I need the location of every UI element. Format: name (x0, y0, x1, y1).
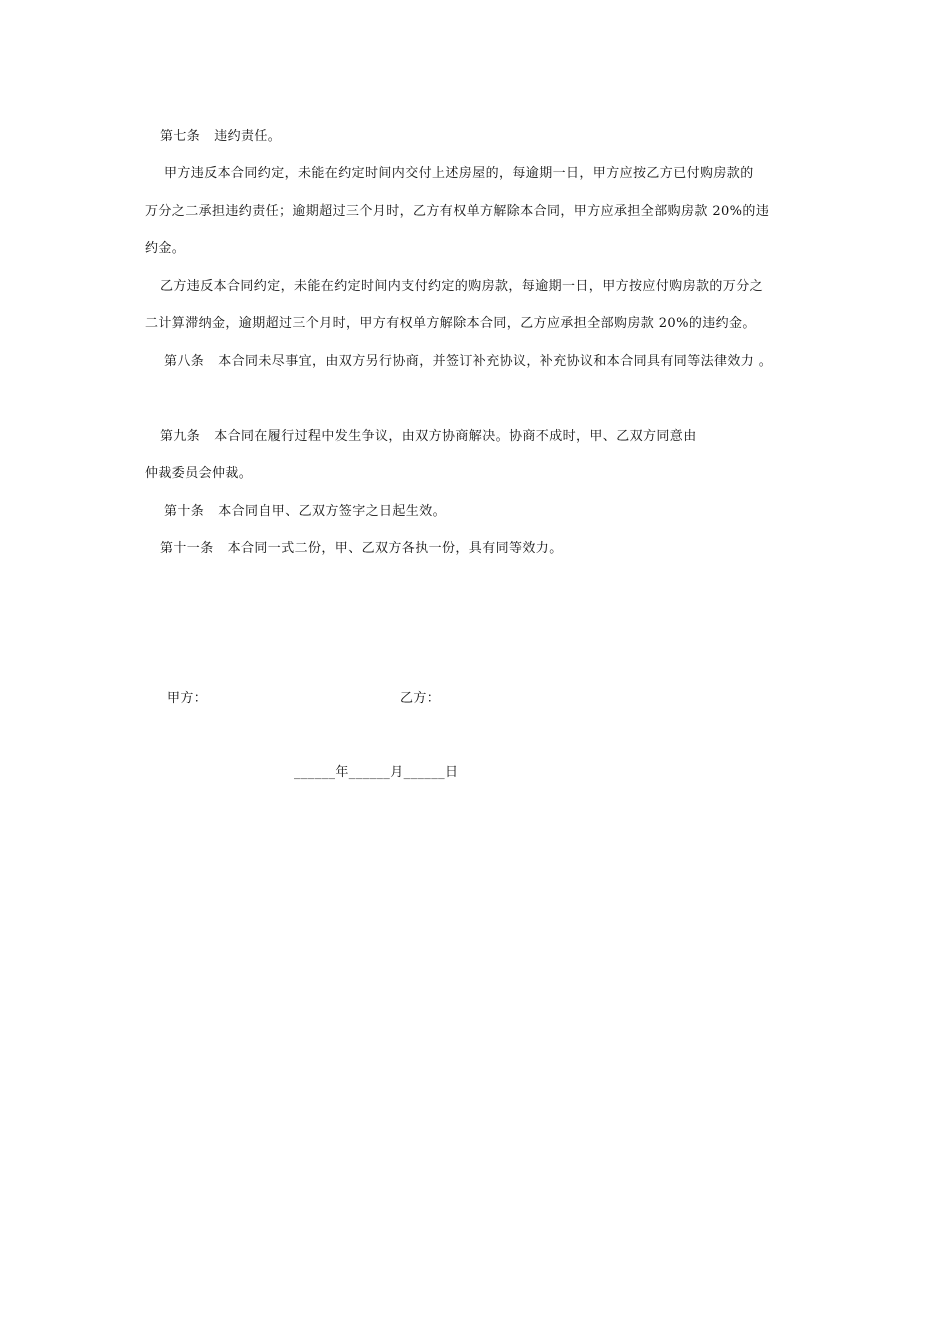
article10-heading: 第十条 (164, 504, 205, 519)
article7-para1-line2: 万分之二承担违约责任；逾期超过三个月时，乙方有权单方解除本合同，甲方应承担全部购房款 20%的违 (145, 204, 770, 219)
article7-heading-line (160, 128, 281, 146)
party-a-signature-label: 甲方： (167, 691, 208, 706)
party-b-signature-label: 乙方： (400, 691, 441, 706)
article7-para2-line2: 二计算滞纳金，逾期超过三个月时，甲方有权单方解除本合同，乙方应承担全部购房款 20%的违约金。 (145, 316, 756, 331)
article11-heading: 第十一条 (160, 541, 214, 556)
article11-line (160, 540, 563, 558)
article9-line1 (160, 428, 697, 446)
article10-text: 本合同自甲、乙双方签字之日起生效。 (218, 504, 447, 519)
article7-heading: 第七条 (160, 129, 201, 144)
article7-para2-line1: 乙方违反本合同约定，未能在约定时间内支付约定的购房款，每逾期一日，甲方按应付购房款的万分之 (160, 279, 764, 294)
article8-line (164, 353, 772, 371)
article8-text: 本合同未尽事宜，由双方另行协商，并签订补充协议，补充协议和本合同具有同等法律效力 。 (218, 354, 773, 369)
article10-line (164, 503, 446, 521)
article8-heading: 第八条 (164, 354, 205, 369)
article7-para1-line3: 约金。 (145, 241, 186, 256)
article9-line2: 仲裁委员会仲裁。 (145, 466, 253, 481)
article9-text-line1: 本合同在履行过程中发生争议，由双方协商解决。协商不成时，甲、乙双方同意由 (214, 429, 697, 444)
article7-para1-line1: 甲方违反本合同约定，未能在约定时间内交付上述房屋的，每逾期一日，甲方应按乙方已付购房款的 (164, 166, 754, 181)
article9-heading: 第九条 (160, 429, 201, 444)
article11-text: 本合同一式二份，甲、乙双方各执一份，具有同等效力。 (227, 541, 563, 556)
article7-title: 违约责任。 (214, 129, 282, 144)
signing-date-line: ______年______月______日 (294, 765, 459, 780)
